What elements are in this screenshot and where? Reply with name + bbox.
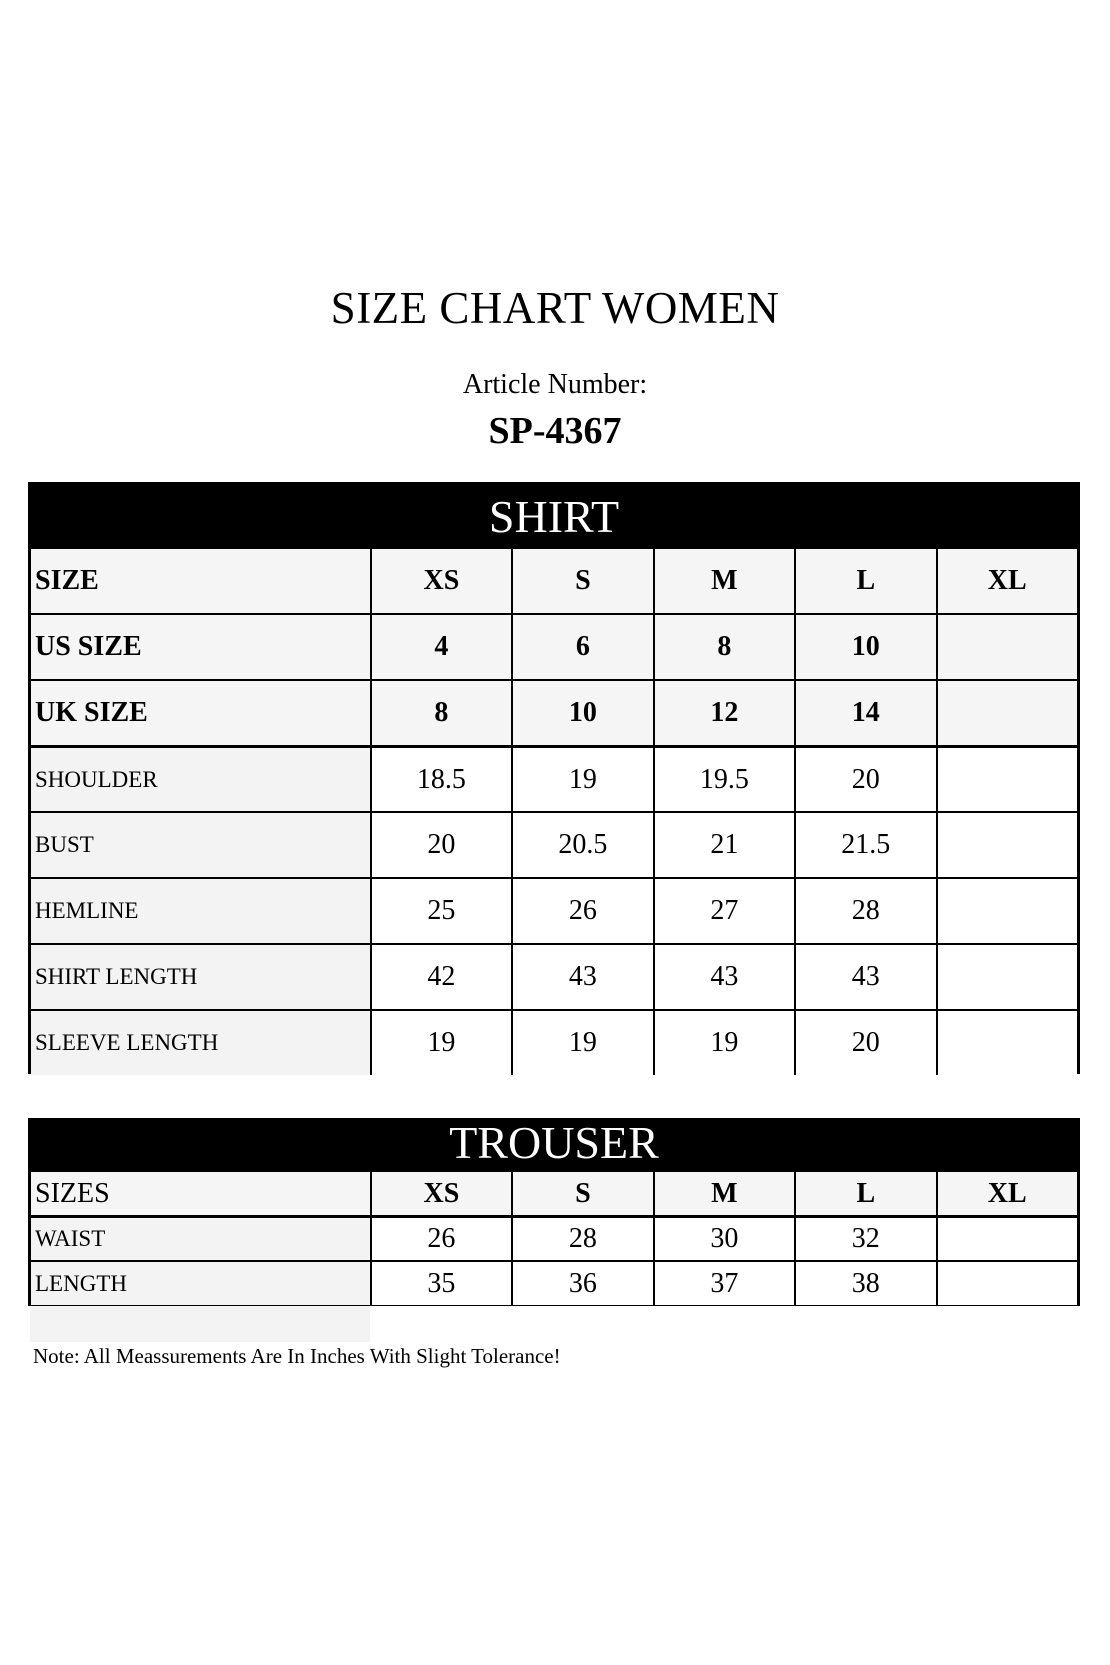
table-cell: 27 [653,879,794,943]
row-label: LENGTH [31,1262,370,1305]
table-cell: 43 [511,945,652,1009]
trouser-size-table [28,1118,1080,1306]
article-number: SP-4367 [488,410,622,452]
table-cell [936,748,1077,811]
measurement-note: Note: All Meassurements Are In Inches With Slight Tolerance! [33,1344,561,1368]
size-xl-header: XL [936,1172,1077,1215]
row-label: WAIST [31,1218,370,1260]
table-cell: 37 [653,1262,794,1305]
table-cell: 18.5 [370,748,511,811]
table-cell: 19.5 [653,748,794,811]
table-cell [936,945,1077,1009]
table-row [31,1260,1077,1305]
row-label: BUST [31,813,370,877]
table-cell [936,879,1077,943]
table-cell [936,1218,1077,1260]
table-cell [936,615,1077,679]
table-cell [936,813,1077,877]
row-label: US SIZE [31,615,370,679]
size-m-header: M [653,549,794,613]
table-row [31,811,1077,877]
table-row [31,679,1077,745]
table-row [31,1009,1077,1075]
table-row [31,1215,1077,1260]
gray-spacer [30,1306,370,1342]
table-cell: 19 [370,1011,511,1075]
trouser-header-row [31,1170,1077,1215]
shirt-header-row [31,547,1077,613]
table-cell: 10 [794,615,935,679]
size-m-header: M [653,1172,794,1215]
table-cell: 28 [511,1218,652,1260]
table-cell: 19 [511,748,652,811]
table-cell: 42 [370,945,511,1009]
table-cell: 20 [794,1011,935,1075]
table-cell: 4 [370,615,511,679]
table-cell [936,681,1077,745]
table-cell: 20 [370,813,511,877]
table-row [31,943,1077,1009]
size-s-header: S [511,549,652,613]
row-label: UK SIZE [31,681,370,745]
table-cell: 38 [794,1262,935,1305]
size-l-header: L [794,549,935,613]
table-row [31,877,1077,943]
table-cell: 32 [794,1218,935,1260]
size-xs-header: XS [370,1172,511,1215]
row-label: HEMLINE [31,879,370,943]
table-cell: 6 [511,615,652,679]
table-cell: 19 [511,1011,652,1075]
table-cell [936,1262,1077,1305]
size-xl-header: XL [936,549,1077,613]
shirt-header-label: SIZE [31,549,370,613]
table-cell: 35 [370,1262,511,1305]
table-cell: 21.5 [794,813,935,877]
row-label: SHIRT LENGTH [31,945,370,1009]
size-xs-header: XS [370,549,511,613]
table-cell: 30 [653,1218,794,1260]
table-cell: 19 [653,1011,794,1075]
table-cell: 8 [653,615,794,679]
table-cell: 21 [653,813,794,877]
table-cell: 12 [653,681,794,745]
table-row [31,745,1077,811]
table-cell: 43 [653,945,794,1009]
table-row [31,613,1077,679]
table-cell: 10 [511,681,652,745]
size-l-header: L [794,1172,935,1215]
trouser-header-label: SIZES [31,1172,370,1215]
table-cell: 36 [511,1262,652,1305]
row-label: SLEEVE LENGTH [31,1011,370,1075]
size-s-header: S [511,1172,652,1215]
table-cell: 26 [370,1218,511,1260]
table-cell: 14 [794,681,935,745]
table-cell: 25 [370,879,511,943]
shirt-banner: SHIRT [31,485,1077,547]
table-cell: 43 [794,945,935,1009]
table-cell: 20 [794,748,935,811]
table-cell: 26 [511,879,652,943]
table-cell: 20.5 [511,813,652,877]
shirt-size-table [28,482,1080,1074]
trouser-banner: TROUSER [31,1121,1077,1170]
table-cell: 28 [794,879,935,943]
article-label: Article Number: [462,369,648,400]
table-cell [936,1011,1077,1075]
table-cell: 8 [370,681,511,745]
page-title: SIZE CHART WOMEN [330,283,780,333]
row-label: SHOULDER [31,748,370,811]
